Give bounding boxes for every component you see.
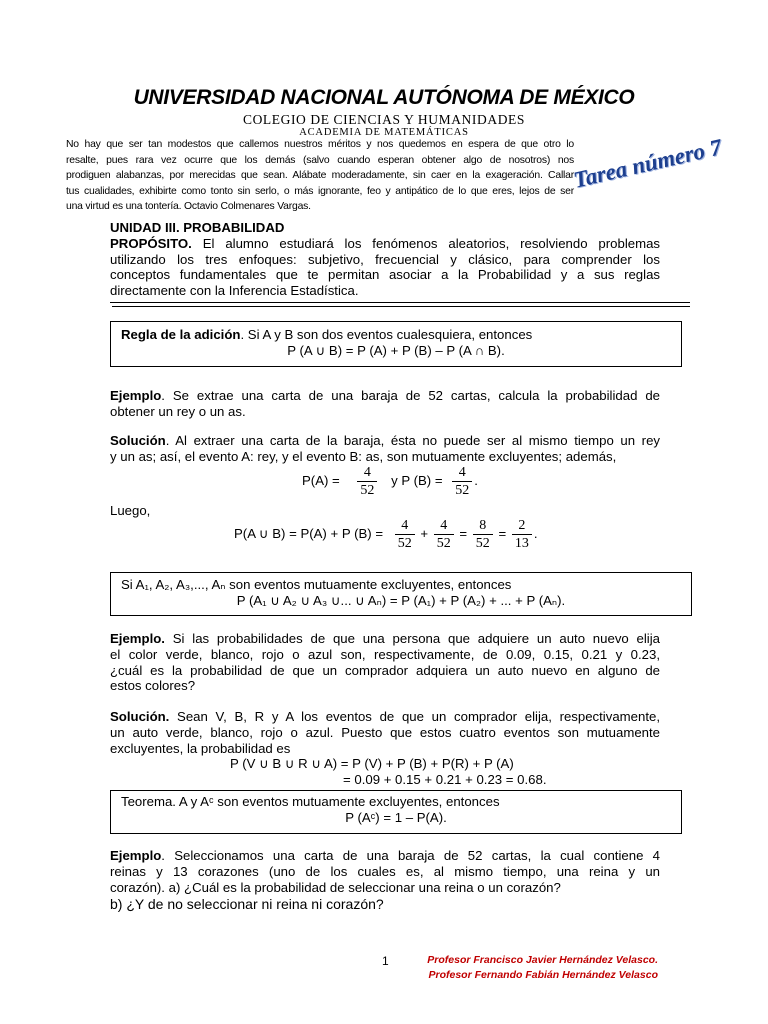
unit-heading: UNIDAD III. PROBABILIDAD xyxy=(110,220,285,235)
fraction xyxy=(395,517,415,552)
example-text: . Seleccionamos una carta de una baraja de 52 cartas, la cual contiene 4 xyxy=(161,848,660,863)
formula-text: P(A ∪ B) = P(A) + P (B) = xyxy=(234,525,384,541)
solution-label: Solución. xyxy=(110,709,170,724)
probability-formula xyxy=(302,464,478,499)
solution-text: . Al extraer una carta de la baraja, ésta no puede ser al mismo tiempo un rey xyxy=(165,433,660,448)
quote-line: una virtud es una tontería. Octavio Colmenares Vargas. xyxy=(66,201,311,213)
solution-label: Solución xyxy=(110,433,166,448)
quote-line: tus cualidades, exhibirte como tonto sin serlo, o más ignorante, feo y antipático de lo que eres, lejos de ser xyxy=(66,185,574,197)
quote-line: prodiguen alabanzas, por merecidas que sean. Alábate moderadamente, sin caer en la exageración. Callar xyxy=(66,170,574,182)
denominator: 52 xyxy=(360,483,375,498)
example-text: obtener un rey o un as. xyxy=(110,403,246,419)
solution-2 xyxy=(110,709,660,756)
quote-block xyxy=(66,137,574,215)
solution-text: excluyentes, la probabilidad es xyxy=(110,740,291,756)
formula-text: . xyxy=(533,525,538,541)
numerator: 4 xyxy=(434,517,454,535)
purpose-text: conceptos fundamentales que te permitan asociar a la Probabilidad y a sus reglas xyxy=(110,267,660,283)
denominator: 52 xyxy=(436,536,451,551)
example-1 xyxy=(110,388,660,420)
solution-formula-1: P (V ∪ B ∪ R ∪ A) = P (V) + P (B) + P(R) + P (A) xyxy=(230,756,514,771)
footer-author-2: Profesor Fernando Fabián Hernández Velasco xyxy=(428,969,658,981)
theorem-text: Teorema. A y Aᶜ son eventos mutuamente excluyentes, entonces xyxy=(121,794,500,809)
solution-formula-2: = 0.09 + 0.15 + 0.21 + 0.23 = 0.68. xyxy=(343,772,547,787)
formula-text: = xyxy=(459,525,468,541)
quote-line: No hay que ser tan modestos que callemos nuestros méritos y nos quedemos en espera de que otro lo xyxy=(66,139,574,150)
rule-label: Regla de la adición xyxy=(121,327,241,342)
fraction xyxy=(434,517,454,552)
university-title: UNIVERSIDAD NACIONAL AUTÓNOMA DE MÉXICO xyxy=(133,86,635,109)
rule-text: . Si A y B son dos eventos cualesquiera, entonces xyxy=(240,327,533,342)
fraction xyxy=(473,517,493,552)
assignment-stamp: Tarea número 7 xyxy=(571,134,725,193)
box-text: Si A₁, A₂, A₃,..., Aₙ son eventos mutuamente excluyentes, entonces xyxy=(121,577,512,592)
numerator: 4 xyxy=(357,464,377,482)
numerator: 2 xyxy=(512,517,532,535)
fraction xyxy=(452,464,472,499)
example-text: estos colores? xyxy=(110,678,196,694)
denominator: 52 xyxy=(397,536,412,551)
divider xyxy=(112,306,690,307)
formula-text: . xyxy=(474,472,478,488)
denominator: 13 xyxy=(514,536,529,551)
quote-line: resalte, pues rara vez ocurre que los demás (salvo cuando esperan obtener algo de nosotros) nos xyxy=(66,154,574,166)
example-text: Si las probabilidades de que una persona que adquiere un auto nuevo elija xyxy=(164,631,660,646)
theorem-box xyxy=(110,790,682,834)
formula-text: = xyxy=(498,525,507,541)
formula-text: P(A) = xyxy=(302,472,340,488)
example-text: corazón). a) ¿Cuál es la probabilidad de seleccionar una reina o un corazón? xyxy=(110,879,561,895)
example-text: reinas y 13 corazones (uno de los cuales es, al mismo tiempo, una reina y un xyxy=(110,863,660,879)
addition-rule-box xyxy=(110,321,682,367)
theorem-formula: P (Aᶜ) = 1 – P(A). xyxy=(345,809,447,825)
example-2 xyxy=(110,631,660,694)
numerator: 8 xyxy=(473,517,493,535)
example-3 xyxy=(110,848,660,913)
union-formula xyxy=(234,517,538,552)
numerator: 4 xyxy=(395,517,415,535)
college-name: COLEGIO DE CIENCIAS Y HUMANIDADES xyxy=(242,112,526,127)
example-text: b) ¿Y de no seleccionar ni reina ni corazón? xyxy=(110,896,384,913)
rule-formula: P (A ∪ B) = P (A) + P (B) – P (A ∩ B). xyxy=(287,342,505,358)
example-text: el color verde, blanco, rojo o azul son, respectivamente, de 0.09, 0.15, 0.21 y 0.23, xyxy=(110,646,660,662)
luego-text: Luego, xyxy=(110,503,151,518)
purpose-text: El alumno estudiará los fenómenos aleatorios, resolviendo problemas xyxy=(202,235,660,251)
solution-text: y un as; así, el evento A: rey, y el evento B: as, son mutuamente excluyentes; además, xyxy=(110,448,617,464)
example-label: Ejemplo. xyxy=(110,631,165,646)
fraction xyxy=(512,517,532,552)
academy-name: ACADEMIA DE MATEMÁTICAS xyxy=(299,127,469,138)
divider xyxy=(110,302,690,303)
denominator: 52 xyxy=(455,483,470,498)
mutual-exclusive-box xyxy=(110,572,692,616)
formula-text: + xyxy=(420,525,429,541)
unit-section xyxy=(110,220,660,299)
box-formula: P (A₁ ∪ A₂ ∪ A₃ ∪... ∪ Aₙ) = P (A₁) + P (A₂) + ... + P (Aₙ). xyxy=(236,592,566,608)
purpose-text: directamente con la Inferencia Estadística. xyxy=(110,283,359,299)
solution-text: un auto verde, blanco, rojo o azul. Puesto que estos cuatro eventos son mutuamente xyxy=(110,724,660,740)
purpose-label: PROPÓSITO. xyxy=(110,235,192,251)
page-number: 1 xyxy=(382,954,389,968)
example-label: Ejemplo xyxy=(110,388,162,403)
fraction xyxy=(357,464,377,499)
footer-author-1: Profesor Francisco Javier Hernández Velasco. xyxy=(427,954,658,966)
formula-text: y P (B) = xyxy=(391,472,443,488)
example-text: ¿cuál es la probabilidad de que un comprador adquiera un auto nuevo en alguno de xyxy=(110,662,660,678)
purpose-text: utilizando los tres enfoques: subjetivo, frecuencial y clásico, para comprender los xyxy=(110,251,660,267)
numerator: 4 xyxy=(452,464,472,482)
example-label: Ejemplo xyxy=(110,848,162,863)
solution-text: Sean V, B, R y A los eventos de que un comprador elija, respectivamente, xyxy=(169,709,660,724)
example-text: . Se extrae una carta de una baraja de 52 cartas, calcula la probabilidad de xyxy=(161,388,660,403)
denominator: 52 xyxy=(475,536,490,551)
solution-1 xyxy=(110,433,660,465)
